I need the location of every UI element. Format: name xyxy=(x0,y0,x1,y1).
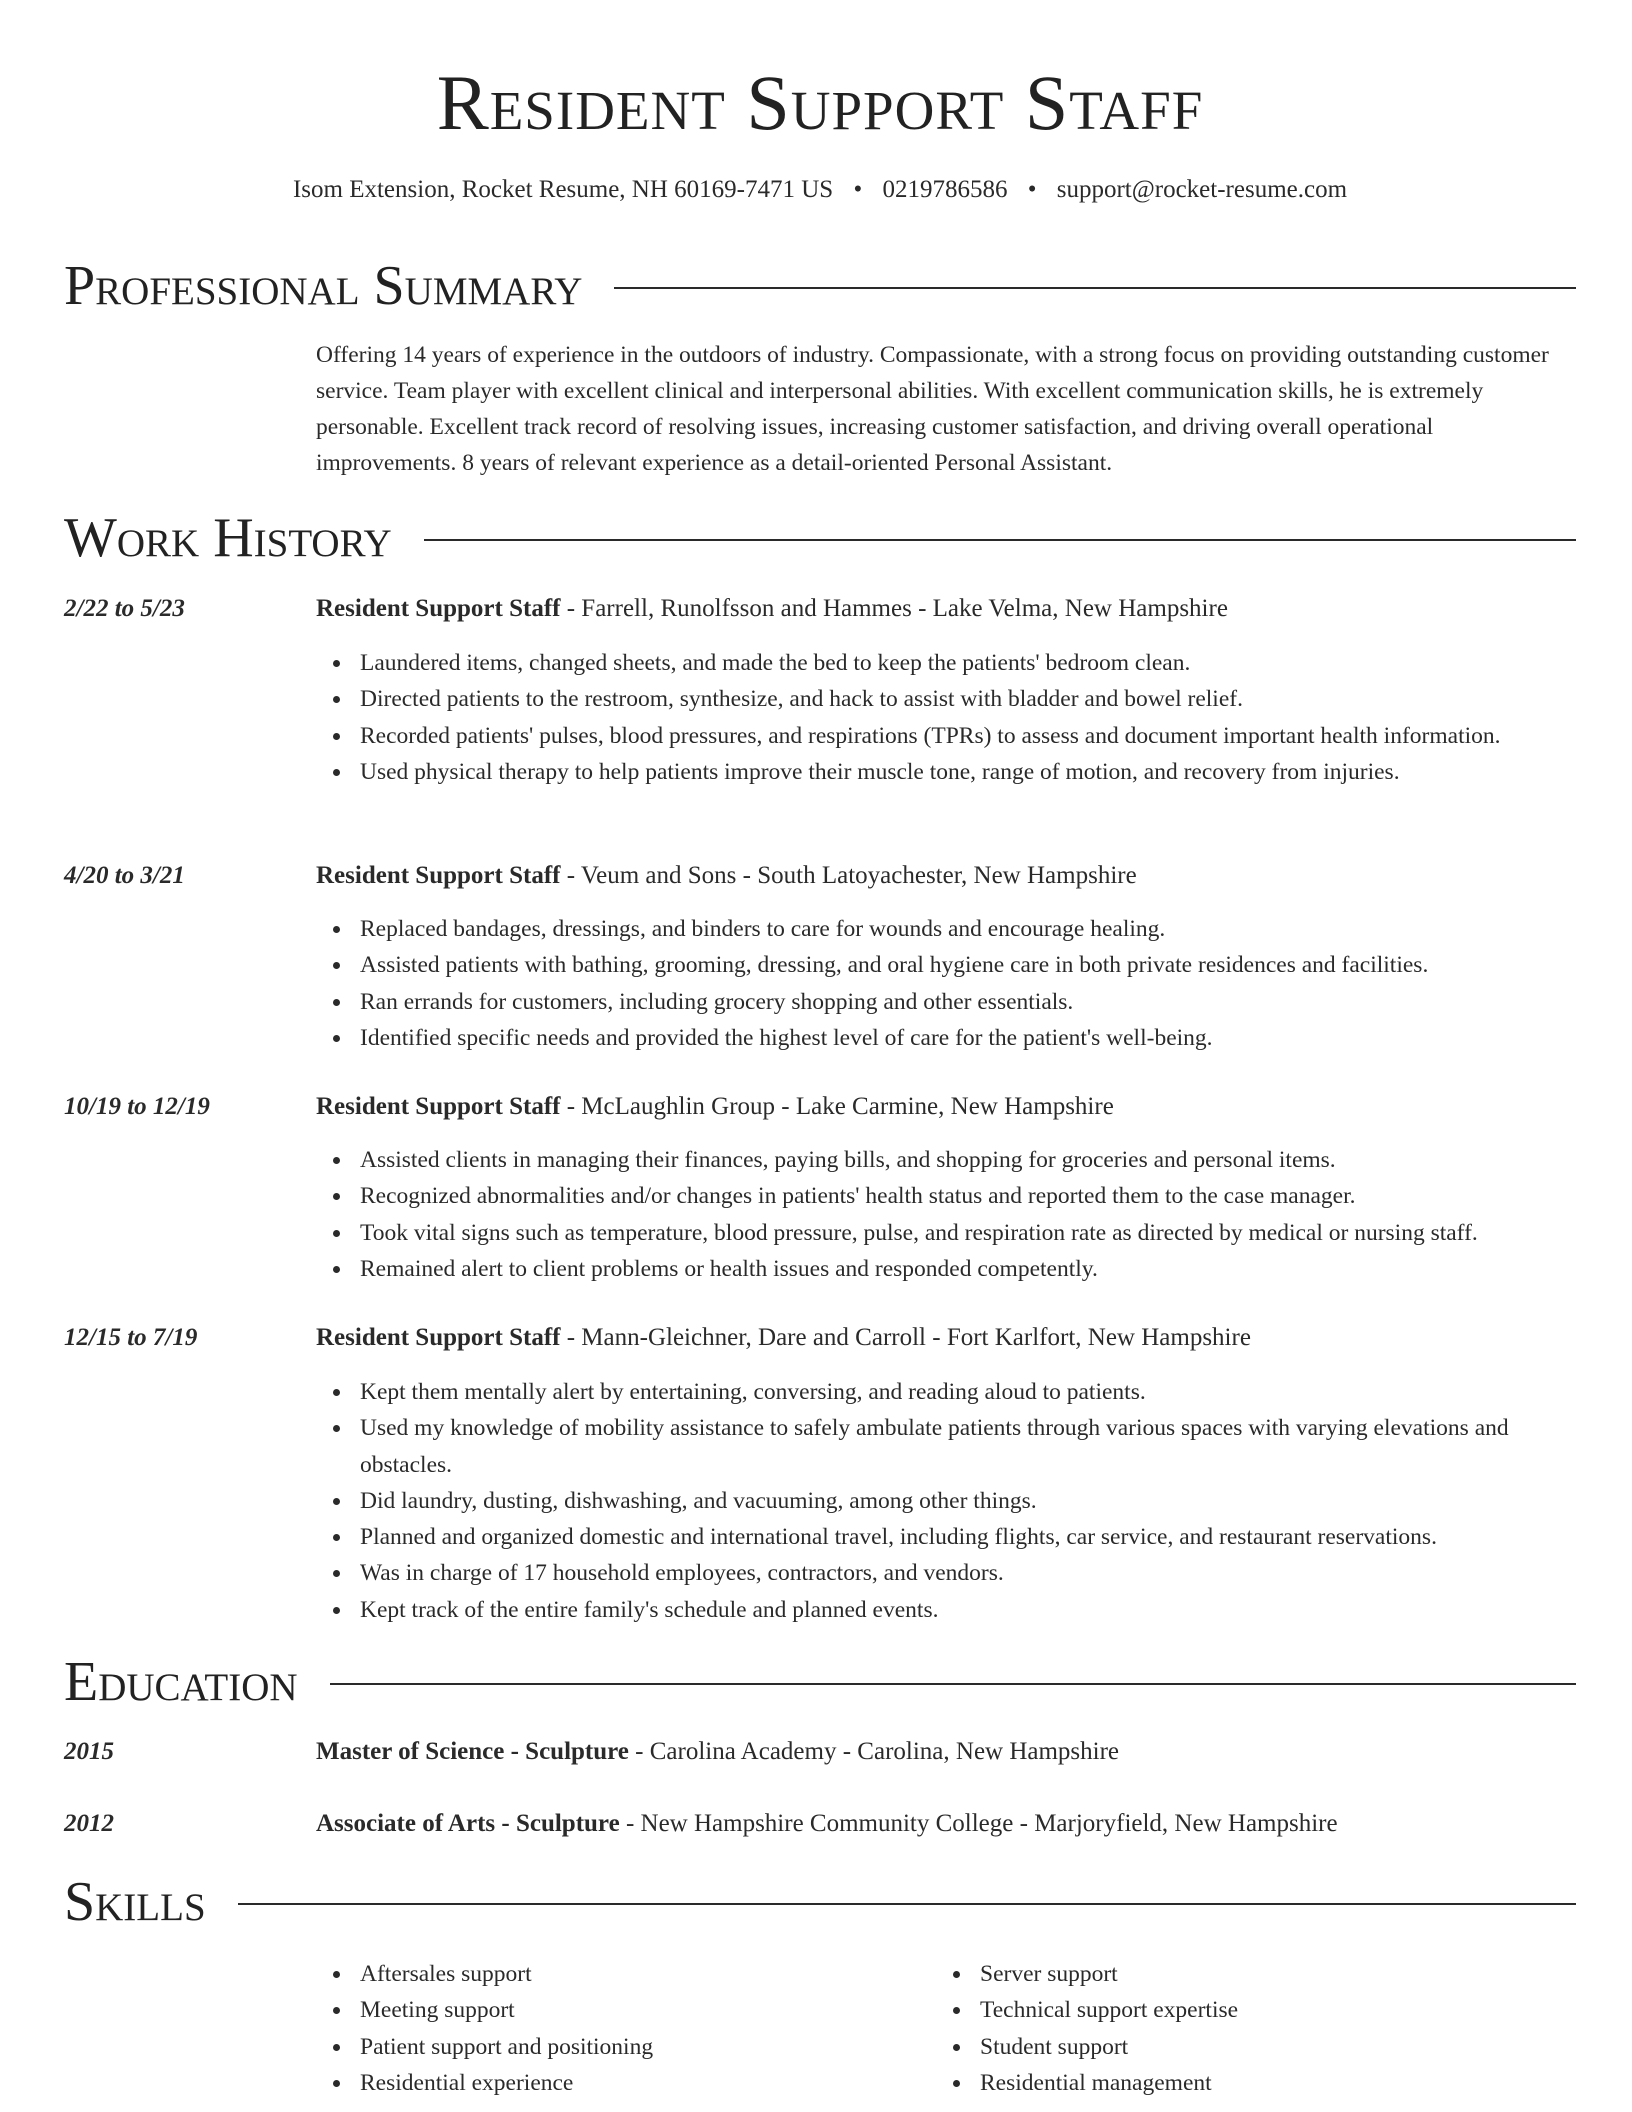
job-heading xyxy=(316,1321,1576,1355)
list-item: Remained alert to client problems or health issues and responded competently. xyxy=(316,1251,1576,1287)
list-item: Recorded patients' pulses, blood pressures, and respirations (TPRs) to assess and document important health information. xyxy=(316,718,1576,754)
list-item: Identified specific needs and provided the highest level of care for the patient's well-being. xyxy=(316,1020,1576,1056)
job-dates: 10/19 to 12/19 xyxy=(64,1093,210,1120)
section-divider xyxy=(238,1903,1576,1905)
section-title: Skills xyxy=(64,1871,206,1933)
skill-item: Server support xyxy=(936,1956,1536,1992)
contact-line xyxy=(64,173,1576,207)
list-item: Assisted patients with bathing, grooming, dressing, and oral hygiene care in both private residences and facilities. xyxy=(316,947,1576,983)
job-dates: 12/15 to 7/19 xyxy=(64,1324,198,1351)
job-dates: 2/22 to 5/23 xyxy=(64,595,185,622)
skill-item: Residential experience xyxy=(316,2065,916,2101)
resume-name: Resident Support Staff xyxy=(436,59,1204,146)
summary-text: Offering 14 years of experience in the outdoors of industry. Compassionate, with a strong focus on providing outstanding customer service. Team player with excellent clinical and interpersonal abilities. With excellent communication skills, he is extremely personable. Excellent track record of resolving issues, increasing customer satisfaction, and driving overall operational improvements. 8 years of relevant experience as a detail-oriented Personal Assistant. xyxy=(316,342,1549,476)
section-professional-summary xyxy=(64,254,1576,318)
education-degree: Associate of Arts - Sculpture xyxy=(316,1810,620,1837)
skill-item: Residential management xyxy=(936,2065,1536,2101)
job-details: - Veum and Sons - South Latoyachester, New Hampshire xyxy=(560,862,1137,889)
education-details: - Carolina Academy - Carolina, New Hampshire xyxy=(628,1738,1120,1765)
skill-item: Meeting support xyxy=(316,1992,916,2028)
education-year: 2015 xyxy=(64,1738,114,1765)
job-role: Resident Support Staff xyxy=(316,862,561,889)
skill-item: Patient support and positioning xyxy=(316,2029,916,2065)
education-heading xyxy=(316,1735,1576,1769)
section-divider xyxy=(614,287,1576,289)
contact-email: support@rocket-resume.com xyxy=(1056,176,1348,203)
list-item: Assisted clients in managing their finances, paying bills, and shopping for groceries and personal items. xyxy=(316,1142,1576,1178)
section-education xyxy=(64,1650,1576,1714)
list-item: Took vital signs such as temperature, blood pressure, pulse, and respiration rate as directed by medical or nursing staff. xyxy=(316,1215,1576,1251)
skills-list-right xyxy=(936,1956,1536,2101)
job-role: Resident Support Staff xyxy=(316,595,561,622)
job-details: - Mann-Gleichner, Dare and Carroll - Fort Karlfort, New Hampshire xyxy=(560,1324,1251,1351)
list-item: Directed patients to the restroom, synthesize, and hack to assist with bladder and bowel relief. xyxy=(316,681,1576,717)
contact-phone: 0219786586 xyxy=(882,176,1008,203)
list-item: Kept them mentally alert by entertaining, conversing, and reading aloud to patients. xyxy=(316,1374,1576,1410)
job-role: Resident Support Staff xyxy=(316,1324,561,1351)
section-title: Professional Summary xyxy=(64,255,583,317)
job-bullets xyxy=(316,1374,1576,1628)
job-bullets xyxy=(316,645,1576,790)
education-heading xyxy=(316,1807,1576,1841)
list-item: Did laundry, dusting, dishwashing, and vacuuming, among other things. xyxy=(316,1483,1576,1519)
job-heading xyxy=(316,592,1576,626)
skill-item: Technical support expertise xyxy=(936,1992,1536,2028)
education-details: - New Hampshire Community College - Marjoryfield, New Hampshire xyxy=(619,1810,1338,1837)
list-item: Used physical therapy to help patients improve their muscle tone, range of motion, and recovery from injuries. xyxy=(316,754,1576,790)
job-bullets xyxy=(316,911,1576,1056)
contact-address: Isom Extension, Rocket Resume, NH 60169-7471 US xyxy=(292,176,834,203)
list-item: Was in charge of 17 household employees, contractors, and vendors. xyxy=(316,1555,1576,1591)
list-item: Ran errands for customers, including grocery shopping and other essentials. xyxy=(316,984,1576,1020)
section-title: Education xyxy=(64,1651,298,1713)
contact-separator: • xyxy=(1027,176,1037,203)
job-dates: 4/20 to 3/21 xyxy=(64,862,185,889)
section-divider xyxy=(330,1683,1576,1685)
list-item: Laundered items, changed sheets, and made the bed to keep the patients' bedroom clean. xyxy=(316,645,1576,681)
job-heading xyxy=(316,1090,1576,1124)
list-item: Used my knowledge of mobility assistance to safely ambulate patients through various spaces with varying elevations and obstacles. xyxy=(316,1410,1576,1483)
education-degree: Master of Science - Sculpture xyxy=(316,1738,629,1765)
job-role: Resident Support Staff xyxy=(316,1093,561,1120)
list-item: Recognized abnormalities and/or changes in patients' health status and reported them to the case manager. xyxy=(316,1178,1576,1214)
skill-item: Student support xyxy=(936,2029,1536,2065)
job-details: - Farrell, Runolfsson and Hammes - Lake Velma, New Hampshire xyxy=(560,595,1228,622)
list-item: Replaced bandages, dressings, and binders to care for wounds and encourage healing. xyxy=(316,911,1576,947)
job-bullets xyxy=(316,1142,1576,1287)
job-heading xyxy=(316,859,1576,893)
list-item: Kept track of the entire family's schedule and planned events. xyxy=(316,1592,1576,1628)
job-details: - McLaughlin Group - Lake Carmine, New Hampshire xyxy=(560,1093,1114,1120)
skill-item: Aftersales support xyxy=(316,1956,916,1992)
contact-separator: • xyxy=(853,176,863,203)
section-divider xyxy=(424,539,1576,541)
list-item: Planned and organized domestic and international travel, including flights, car service, and restaurant reservations. xyxy=(316,1519,1576,1555)
section-skills xyxy=(64,1870,1576,1934)
skills-list-left xyxy=(316,1956,916,2101)
education-year: 2012 xyxy=(64,1810,114,1837)
section-title: Work History xyxy=(64,507,392,569)
section-work-history xyxy=(64,506,1576,570)
